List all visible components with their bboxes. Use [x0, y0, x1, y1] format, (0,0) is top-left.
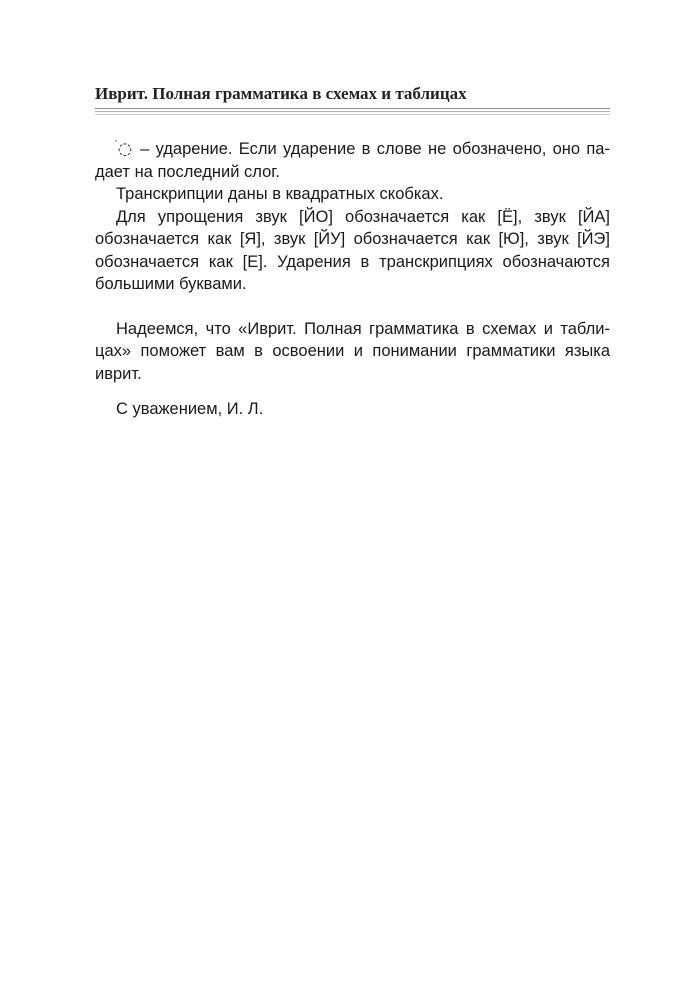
simplification-paragraph: Для упрощения звук [ЙО] обозначается как [Ё], звук [ЙА] обозначается как [Я], звук [ЙУ] обозначается как [Ю], звук [ЙЭ] обозначается как [Е]. Ударения в транскрипциях обозначаются большими буквами. — [95, 207, 610, 293]
signature: С уважением, И. Л. — [116, 400, 264, 418]
running-header-title: Иврит. Полная грамматика в схемах и таблицах — [95, 84, 467, 103]
header-rule — [95, 108, 610, 109]
stress-symbol: ׄ◌ — [116, 139, 134, 158]
transcription-paragraph: Транскрипции даны в квадратных скобках. — [116, 185, 444, 203]
body-text — [95, 138, 610, 421]
header-rule — [95, 114, 610, 115]
hope-paragraph: Надеемся, что «Иврит. Полная грамматика в схемах и таблицах» поможет вам в освоении и понимании грамматики языка иврит. — [95, 319, 610, 383]
stress-explanation: – ударение. Если ударение в слове не обозначено, оно падает на последний слог. — [95, 140, 610, 181]
header-rule — [95, 111, 610, 112]
stress-paragraph — [95, 138, 610, 183]
paragraph-spacer — [95, 296, 610, 318]
